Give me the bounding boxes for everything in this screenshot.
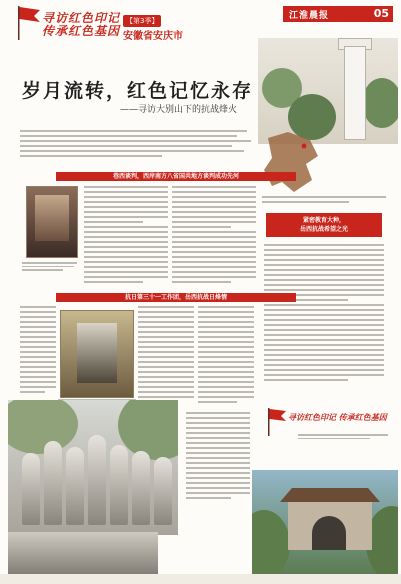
section3-column-extra (186, 412, 250, 502)
exhibition-hall-photo (8, 532, 158, 576)
statue-figure (88, 435, 106, 525)
memorial-gate-photo (252, 470, 398, 575)
statue-figure (154, 457, 172, 525)
county-name: 安徽省安庆市 (123, 31, 183, 42)
section3-column-left (20, 306, 56, 396)
right-column-upper-text (262, 196, 386, 206)
brand-logo-box (258, 398, 398, 458)
page-number: 05 (373, 7, 389, 20)
section1-column-2 (172, 186, 256, 286)
section3-column-right (198, 306, 254, 406)
heading-line-1: 紧密教育大种， (302, 217, 345, 224)
statue-figure (132, 451, 150, 525)
header-banner (16, 4, 206, 50)
war-hero-photo (60, 310, 134, 398)
portrait-caption (22, 262, 80, 273)
memorial-tower-photo (258, 38, 398, 144)
article-title: 岁月流转，红色记忆永存 (22, 80, 254, 102)
statue-figure (22, 453, 40, 525)
red-flag-icon (16, 4, 42, 42)
red-flag-icon (266, 406, 288, 438)
section-heading-negotiation: 巷西谈判，西岸南方八省国共地方谈判成功先河 (56, 172, 296, 181)
section-heading-education (266, 213, 382, 237)
lead-paragraph-block (20, 130, 256, 160)
gate-arch (312, 516, 346, 550)
memorial-tower (344, 46, 366, 140)
series-badge: 【第3季】 (123, 15, 161, 27)
header-calligraphy: 寻访红色印记 传承红色基因 (42, 11, 121, 38)
paper-masthead (283, 6, 393, 22)
historic-portrait-photo (26, 186, 78, 258)
section-heading-work-team: 抗日第三十一工作团，岳西抗战日烽情 (56, 293, 296, 302)
paper-name: 江淮晨报 (289, 11, 330, 21)
article-subtitle: ——寻访大别山下的抗战烽火 (120, 105, 238, 115)
gate-roof (280, 488, 380, 502)
page-footer (0, 574, 401, 584)
brand-logo-text: 寻访红色印记 传承红色基因 (288, 412, 387, 422)
right-column-text (264, 244, 384, 384)
statue-group-photo (8, 400, 178, 535)
tree-foliage (8, 400, 78, 454)
statue-figure (66, 447, 84, 525)
tree-foliage (252, 510, 290, 575)
section3-column-middle (138, 306, 194, 406)
statue-figure (44, 441, 62, 525)
brand-subtext (298, 434, 388, 441)
region-map-icon (258, 130, 328, 194)
tree-foliage (362, 78, 398, 128)
heading-line-2: 岳西抗战希望之光 (299, 226, 348, 233)
statue-figure (110, 445, 128, 525)
section1-column-1 (84, 186, 168, 286)
